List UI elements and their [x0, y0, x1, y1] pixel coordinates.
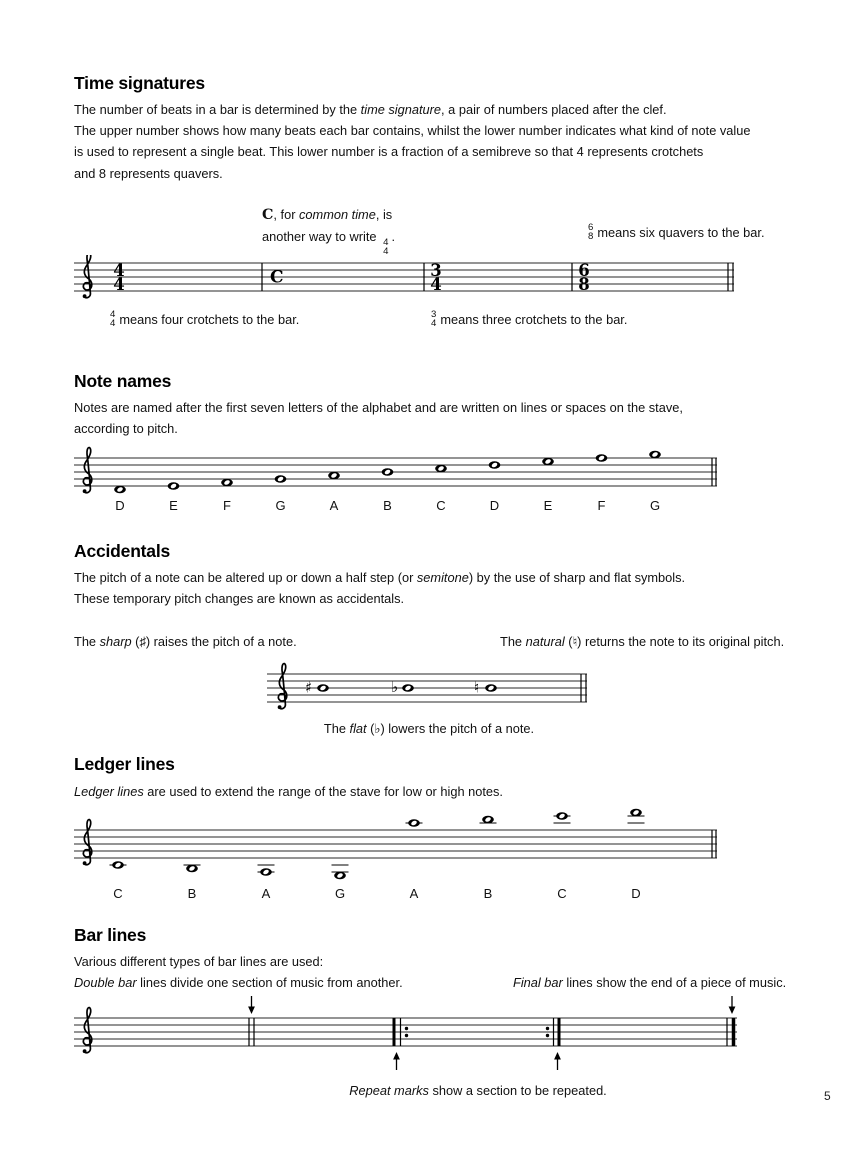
whole-note [221, 479, 233, 486]
flat-caption: The flat (♭) lowers the pitch of a note. [323, 721, 535, 736]
section-heading-note-names: Note names [74, 371, 172, 391]
note-labels [113, 886, 640, 901]
time-signature-4-4 [113, 261, 124, 294]
annotation-line: C, for common time, is [262, 207, 393, 223]
arrow-down-icon [248, 996, 255, 1014]
paragraph-line: The pitch of a note can be altered up or down a half step (or semitone) by the use of sharp and flat symbols. [74, 570, 686, 585]
fraction-6-8: 6 8 [588, 222, 594, 242]
paragraph-line: The number of beats in a bar is determined by the time signature, a pair of numbers placed after the clef. [74, 102, 667, 117]
repeat-marks-caption: Repeat marks show a section to be repeated. [349, 1083, 607, 1098]
staff-lines [74, 830, 717, 858]
whole-note [482, 816, 494, 823]
whole-note [596, 454, 608, 461]
whole-note [485, 684, 497, 691]
whole-note [114, 486, 126, 493]
section-heading-accidentals: Accidentals [74, 541, 171, 561]
note-labels [115, 498, 660, 513]
whole-note [168, 482, 180, 489]
whole-note [408, 819, 420, 826]
whole-note [112, 861, 124, 868]
paragraph-line: The upper number shows how many beats each bar contains, whilst the lower number indicates what kind of note value [74, 123, 751, 139]
final-bar-caption: Final bar lines show the end of a piece of music. [513, 975, 787, 990]
bar-lines-staff [74, 993, 742, 1079]
annotation-text: . [391, 229, 395, 244]
svg-text:4: 4 [430, 275, 442, 294]
arrow-up-icon [393, 1052, 400, 1070]
note-label: G [275, 498, 286, 513]
paragraph-line: Ledger lines are used to extend the range of the stave for low or high notes. [74, 784, 503, 799]
note-label: D [489, 498, 500, 513]
flat-sign: ♭ [391, 678, 399, 696]
arrow-down-icon [729, 996, 736, 1014]
whole-note [649, 451, 661, 458]
arrow-up-icon [554, 1052, 561, 1070]
note-names-paragraph [74, 397, 814, 439]
note-label: C [557, 886, 567, 901]
bar-lines-intro: Various different types of bar lines are used: [74, 954, 324, 969]
caption-text: means four crotchets to the bar. [119, 312, 300, 328]
svg-text:6: 6 [578, 261, 590, 280]
note-label: A [261, 886, 271, 901]
whole-note [328, 472, 340, 479]
whole-note [260, 868, 272, 875]
time-signature-staff [74, 255, 736, 307]
common-time-annotation [262, 204, 395, 257]
paragraph-line: These temporary pitch changes are known as accidentals. [74, 591, 405, 607]
accidentals-paragraph [74, 567, 814, 609]
time-signature-6-8 [578, 261, 589, 294]
note-label: F [597, 498, 606, 513]
paragraph-line: according to pitch. [74, 421, 178, 437]
accidentals-staff [267, 658, 591, 716]
page-number: 5 [824, 1089, 831, 1103]
four-four-caption [110, 311, 299, 329]
whole-note [630, 809, 642, 816]
natural-caption: The natural (♮) returns the note to its original pitch. [500, 634, 785, 649]
staff-lines [74, 263, 734, 291]
annotation-text: another way to write [262, 229, 377, 244]
note-label: D [631, 886, 641, 901]
section-heading-ledger-lines: Ledger lines [74, 754, 175, 774]
time-signatures-paragraph [74, 99, 814, 184]
note-label: B [187, 886, 197, 901]
note-label: E [169, 498, 178, 513]
whole-note [186, 865, 198, 872]
svg-text:8: 8 [578, 275, 590, 294]
staff-lines [74, 458, 717, 486]
whole-note [382, 468, 394, 475]
section-heading-bar-lines: Bar lines [74, 925, 147, 945]
double-bar-caption: Double bar lines divide one section of music from another. [74, 975, 403, 990]
note-label: A [329, 498, 339, 513]
natural-sign: ♮ [474, 678, 480, 697]
whole-note [542, 458, 554, 465]
svg-text:4: 4 [113, 275, 125, 294]
whole-note [317, 684, 329, 691]
note-label: C [113, 886, 123, 901]
six-eight-annotation [588, 224, 765, 242]
sharp-caption: The sharp (♯) raises the pitch of a note. [74, 634, 297, 649]
note-label: B [383, 498, 392, 513]
note-label: E [543, 498, 553, 513]
paragraph-line: Notes are named after the first seven letters of the alphabet and are written on lines or spaces on the stave, [74, 400, 683, 415]
whole-note [334, 872, 346, 879]
time-signature-3-4 [430, 261, 441, 294]
note-label: F [223, 498, 231, 513]
whole-note [556, 812, 568, 819]
staff-lines [267, 674, 587, 702]
note-names-staff [74, 446, 722, 520]
svg-text:3: 3 [430, 261, 442, 280]
bar-lines-captions-row [74, 972, 814, 994]
staff-lines [74, 1018, 737, 1046]
whole-note [402, 684, 414, 691]
whole-note [435, 465, 447, 472]
whole-note [275, 475, 287, 482]
sharp-natural-row [74, 631, 814, 653]
fraction-4-4: 4 4 [110, 309, 116, 329]
fraction-3-4: 3 4 [431, 309, 437, 329]
note-label: B [483, 886, 493, 901]
sharp-sign: ♯ [305, 678, 313, 697]
paragraph-line: and 8 represents quavers. [74, 165, 223, 181]
note-label: A [409, 886, 419, 901]
caption-text: means three crotchets to the bar. [440, 312, 628, 328]
whole-note [489, 461, 501, 468]
paragraph-line: is used to represent a single beat. This lower number is a fraction of a semibreve so that 4 represents crotchets [74, 144, 704, 160]
note-label: G [649, 498, 661, 513]
section-heading-time-signatures: Time signatures [74, 73, 205, 93]
annotation-text: means six quavers to the bar. [597, 225, 765, 241]
fraction-4-4: 4 4 [383, 237, 389, 257]
three-four-caption [431, 311, 627, 329]
annotation-line [262, 226, 395, 257]
svg-text:4: 4 [113, 261, 125, 280]
ledger-lines-staff [74, 800, 722, 904]
note-label: D [115, 498, 125, 513]
common-time-symbol: C [270, 267, 284, 288]
note-label: G [334, 886, 346, 901]
note-label: C [436, 498, 446, 513]
